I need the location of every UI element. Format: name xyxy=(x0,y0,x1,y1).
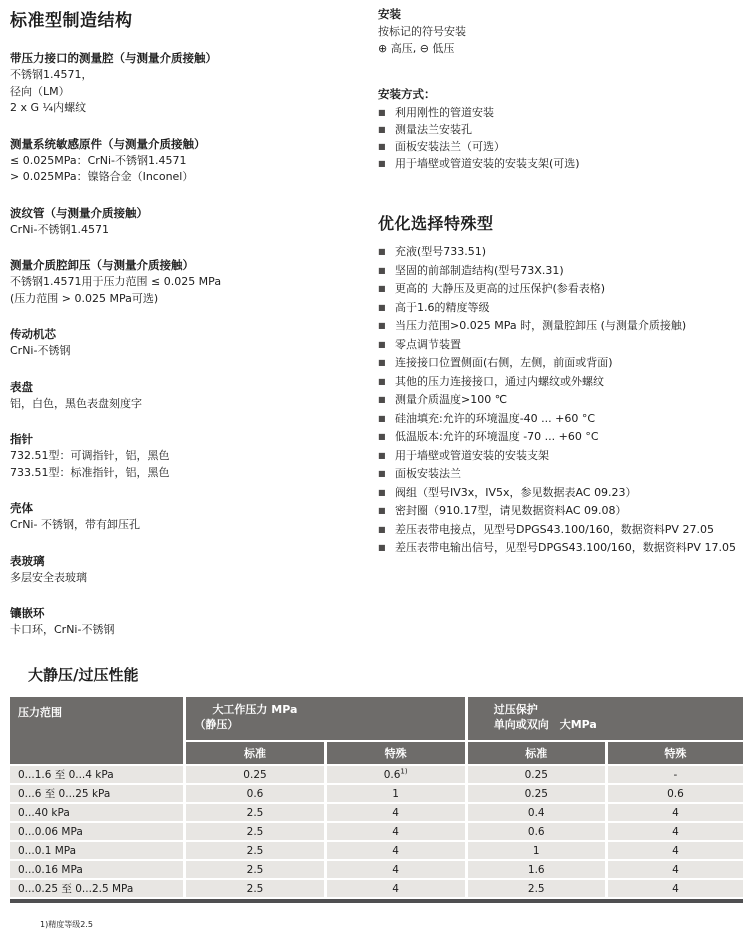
cell-pressure-range: 0...1.6 至 0...4 kPa xyxy=(10,766,183,783)
cell-value: 2.5 xyxy=(186,804,323,821)
spec-section-lines xyxy=(10,222,362,239)
options-list xyxy=(378,244,744,555)
mounting-list xyxy=(378,105,744,171)
spec-line: (压力范围 > 0.025 MPa可选) xyxy=(10,291,159,305)
bullet-item xyxy=(378,448,744,463)
bullet-item xyxy=(378,318,744,333)
spec-section-heading: 测量系统敏感原件（与测量介质接触） xyxy=(10,136,206,151)
pressure-table xyxy=(7,695,746,899)
cell-value: - xyxy=(608,766,743,783)
bullet-text: 测量法兰安装孔 xyxy=(395,123,472,136)
square-bullet-icon: ■ xyxy=(378,358,386,367)
table-row xyxy=(10,804,743,821)
bullet-text: 用于墙壁或管道安装的安装支架 xyxy=(395,448,549,462)
header-overpressure-line2: 单向或双向 大MPa xyxy=(493,718,597,731)
bullet-text: 更高的 大静压及更高的过压保护(参看表格) xyxy=(395,282,606,295)
square-bullet-icon: ■ xyxy=(378,108,386,117)
spec-section xyxy=(10,50,362,117)
square-bullet-icon: ■ xyxy=(378,284,386,293)
spec-line: > 0.025MPa：镍铬合金（Inconel） xyxy=(10,170,194,183)
square-bullet-icon: ■ xyxy=(378,395,386,404)
cell-value: 2.5 xyxy=(186,823,323,840)
bullet-item xyxy=(378,355,744,370)
bullet-item xyxy=(378,466,744,481)
table-row xyxy=(10,785,743,802)
spec-section xyxy=(10,553,362,587)
cell-value: 4 xyxy=(608,880,743,897)
header-working-pressure xyxy=(186,697,464,740)
spec-section-lines xyxy=(10,448,362,481)
options-column xyxy=(378,6,744,559)
cell-pressure-range: 0...0.06 MPa xyxy=(10,823,183,840)
table-row xyxy=(10,823,743,840)
square-bullet-icon: ■ xyxy=(378,302,386,312)
spec-section xyxy=(10,605,362,639)
square-bullet-icon: ■ xyxy=(378,506,386,515)
bullet-item xyxy=(378,540,744,555)
bullet-text: 连接接口位置侧面(右侧，左侧，前面或背面) xyxy=(395,356,613,369)
cell-pressure-range: 0...0.16 MPa xyxy=(10,861,183,878)
cell-value: 0.6 xyxy=(186,785,323,802)
table-row xyxy=(10,766,743,783)
table-bottom-rule xyxy=(10,899,743,903)
square-bullet-icon: ■ xyxy=(378,247,386,256)
bullet-item xyxy=(378,411,744,426)
spec-section xyxy=(10,500,362,534)
cell-value: 4 xyxy=(327,861,465,878)
table-title: 大静压/过压性能 xyxy=(28,666,139,684)
spec-section-heading: 表玻璃 xyxy=(10,553,45,568)
mounting-section xyxy=(378,86,744,171)
mounting-heading: 安装方式： xyxy=(378,87,436,101)
bullet-item xyxy=(378,429,744,444)
spec-section-heading: 指针 xyxy=(10,432,33,446)
bullet-item xyxy=(378,392,744,407)
cell-pressure-range: 0...0.1 MPa xyxy=(10,842,183,859)
options-heading: 优化选择特殊型 xyxy=(378,214,494,233)
cell-value: 4 xyxy=(608,804,743,821)
cell-value: 4 xyxy=(327,823,465,840)
square-bullet-icon: ■ xyxy=(378,376,386,386)
bullet-text: 硅油填充:允许的环境温度-40 ... +60 °C xyxy=(395,411,596,425)
bullet-text: 其他的压力连接接口，通过内螺纹或外螺纹 xyxy=(395,374,604,388)
cell-pressure-range: 0...40 kPa xyxy=(10,804,183,821)
cell-value: 0.6 xyxy=(608,785,743,802)
bullet-text: 当压力范围>0.025 MPa 时，测量腔卸压 (与测量介质接触) xyxy=(395,319,687,332)
pressure-performance-section xyxy=(10,664,743,930)
bullet-item xyxy=(378,139,744,154)
bullet-item xyxy=(378,244,744,259)
bullet-text: 测量介质温度>100 ℃ xyxy=(395,393,508,406)
header-pressure-range: 压力范围 xyxy=(10,697,183,764)
spec-section xyxy=(10,136,362,186)
subheader-special-2: 特殊 xyxy=(608,742,743,764)
bullet-item xyxy=(378,485,744,500)
bullet-item xyxy=(378,263,744,278)
footnote: 1)精度等级2.5 xyxy=(40,920,93,929)
spec-section-lines xyxy=(10,274,362,307)
bullet-text: 差压表带电输出信号，见型号DPGS43.100/160，数据资料PV 17.05 xyxy=(395,541,736,554)
spec-section-heading: 测量介质腔卸压（与测量介质接触） xyxy=(10,258,194,272)
spec-section-heading: 传动机芯 xyxy=(10,327,56,341)
square-bullet-icon: ■ xyxy=(378,159,386,168)
spec-section xyxy=(10,257,362,307)
spec-section-heading: 带压力接口的测量腔（与测量介质接触） xyxy=(10,51,217,65)
bullet-item xyxy=(378,122,744,137)
spec-line: CrNi-不锈钢1.4571 xyxy=(10,222,109,236)
spec-section-heading: 镶嵌环 xyxy=(10,606,45,620)
spec-section-lines xyxy=(10,153,362,186)
bullet-text: 充液(型号733.51) xyxy=(395,245,487,258)
spec-line: 不锈钢1.4571用于压力范围 ≤ 0.025 MPa xyxy=(10,275,222,288)
bullet-text: 零点调节装置 xyxy=(395,337,461,351)
header-overpressure-protection xyxy=(468,697,743,740)
spec-line: CrNi- 不锈钢，带有卸压孔 xyxy=(10,518,140,531)
bullet-text: 高于1.6的精度等级 xyxy=(395,300,490,314)
install-instruction-line: 按标记的符号安装 xyxy=(378,25,466,38)
bullet-text: 面板安装法兰（可选） xyxy=(395,140,505,153)
bullet-text: 密封圈（910.17型，请见数据资料AC 09.08） xyxy=(395,504,627,517)
cell-value: 4 xyxy=(608,842,743,859)
spec-line: 径向（LM） xyxy=(10,84,70,98)
spec-sections xyxy=(10,50,362,639)
bullet-item xyxy=(378,522,744,537)
spec-line: 铝，白色，黑色表盘刻度字 xyxy=(10,396,142,410)
header-working-pressure-line1: 大工作压力 MPa xyxy=(212,703,298,716)
spec-section-lines xyxy=(10,396,362,413)
bullet-text: 坚固的前部制造结构(型号73X.31) xyxy=(395,263,564,277)
cell-value: 2.5 xyxy=(468,880,605,897)
spec-section-lines xyxy=(10,570,362,587)
bullet-text: 用于墙壁或管道安装的安装支架(可选) xyxy=(395,157,580,170)
bullet-item xyxy=(378,337,744,352)
square-bullet-icon: ■ xyxy=(378,265,386,275)
bullet-text: 低温版本:允许的环境温度 -70 ... +60 °C xyxy=(395,430,599,443)
install-section xyxy=(378,6,744,57)
table-group-header-row xyxy=(10,697,743,740)
bullet-item xyxy=(378,281,744,296)
cell-value: 4 xyxy=(327,880,465,897)
cell-pressure-range: 0...6 至 0...25 kPa xyxy=(10,785,183,802)
spec-section xyxy=(10,431,362,481)
spec-line: 卡口环，CrNi-不锈钢 xyxy=(10,623,115,636)
square-bullet-icon: ■ xyxy=(378,469,386,478)
bullet-text: 面板安装法兰 xyxy=(395,467,461,480)
cell-value: 4 xyxy=(327,804,465,821)
square-bullet-icon: ■ xyxy=(378,339,386,349)
bullet-text: 利用刚性的管道安装 xyxy=(395,106,494,119)
header-working-pressure-line2: （静压） xyxy=(194,718,239,731)
install-heading: 安装 xyxy=(378,7,401,21)
square-bullet-icon: ■ xyxy=(378,487,386,497)
table-row xyxy=(10,880,743,897)
standard-construction-column xyxy=(10,6,362,639)
spec-section-lines xyxy=(10,67,362,117)
spec-section-heading: 表盘 xyxy=(10,379,33,394)
bullet-item xyxy=(378,300,744,315)
bullet-text: 阀组（型号IV3x，IV5x，参见数据表AC 09.23） xyxy=(395,485,637,499)
left-column-title: 标准型制造结构 xyxy=(10,11,133,31)
square-bullet-icon: ■ xyxy=(378,450,386,460)
subheader-special-1: 特殊 xyxy=(327,742,465,764)
cell-value: 0.25 xyxy=(468,785,605,802)
spec-section xyxy=(10,205,362,239)
footnote-marker: 1) xyxy=(400,767,408,775)
cell-value: 1 xyxy=(468,842,605,859)
spec-line: 不锈钢1.4571， xyxy=(10,68,93,81)
square-bullet-icon: ■ xyxy=(378,413,386,423)
table-row xyxy=(10,861,743,878)
spec-section xyxy=(10,379,362,413)
spec-line: 2 x G ¼内螺纹 xyxy=(10,101,87,114)
bullet-item xyxy=(378,105,744,120)
spec-section-lines xyxy=(10,517,362,534)
spec-section-lines xyxy=(10,343,362,360)
subheader-standard-1: 标准 xyxy=(186,742,323,764)
bullet-text: 差压表带电接点，见型号DPGS43.100/160，数据资料PV 27.05 xyxy=(395,522,714,536)
spec-line: 733.51型：标准指针，铝，黑色 xyxy=(10,465,170,479)
cell-pressure-range: 0...0.25 至 0...2.5 MPa xyxy=(10,880,183,897)
spec-line: 732.51型：可调指针，铝，黑色 xyxy=(10,449,170,462)
cell-value: 2.5 xyxy=(186,861,323,878)
cell-value: 0.6 xyxy=(468,823,605,840)
cell-value: 4 xyxy=(608,823,743,840)
cell-value: 0.6$^{1)}$ xyxy=(327,766,465,783)
square-bullet-icon: ■ xyxy=(378,524,386,534)
cell-value: 2.5 xyxy=(186,842,323,859)
header-overpressure-line1: 过压保护 xyxy=(493,703,538,716)
bullet-item xyxy=(378,503,744,518)
square-bullet-icon: ■ xyxy=(378,125,386,134)
cell-value: 0.4 xyxy=(468,804,605,821)
square-bullet-icon: ■ xyxy=(378,142,386,151)
cell-value: 0.25 xyxy=(186,766,323,783)
cell-value: 2.5 xyxy=(186,880,323,897)
subheader-standard-2: 标准 xyxy=(468,742,605,764)
spec-section-lines xyxy=(10,622,362,639)
cell-value: 1 xyxy=(327,785,465,802)
spec-section xyxy=(10,326,362,360)
cell-value: 4 xyxy=(608,861,743,878)
pressure-symbols-line: ⊕ 高压, ⊖ 低压 xyxy=(378,42,455,55)
cell-value: 1.6 xyxy=(468,861,605,878)
bullet-item xyxy=(378,156,744,171)
square-bullet-icon: ■ xyxy=(378,321,386,330)
table-row xyxy=(10,842,743,859)
square-bullet-icon: ■ xyxy=(378,543,386,552)
spec-section-heading: 壳体 xyxy=(10,501,33,515)
cell-value: 4 xyxy=(327,842,465,859)
spec-line: ≤ 0.025MPa：CrNi-不锈钢1.4571 xyxy=(10,153,187,167)
spec-section-heading: 波纹管（与测量介质接触） xyxy=(10,205,148,220)
bullet-item xyxy=(378,374,744,389)
spec-line: 多层安全表玻璃 xyxy=(10,570,87,584)
cell-value: 0.25 xyxy=(468,766,605,783)
square-bullet-icon: ■ xyxy=(378,432,386,441)
spec-line: CrNi-不锈钢 xyxy=(10,344,71,357)
